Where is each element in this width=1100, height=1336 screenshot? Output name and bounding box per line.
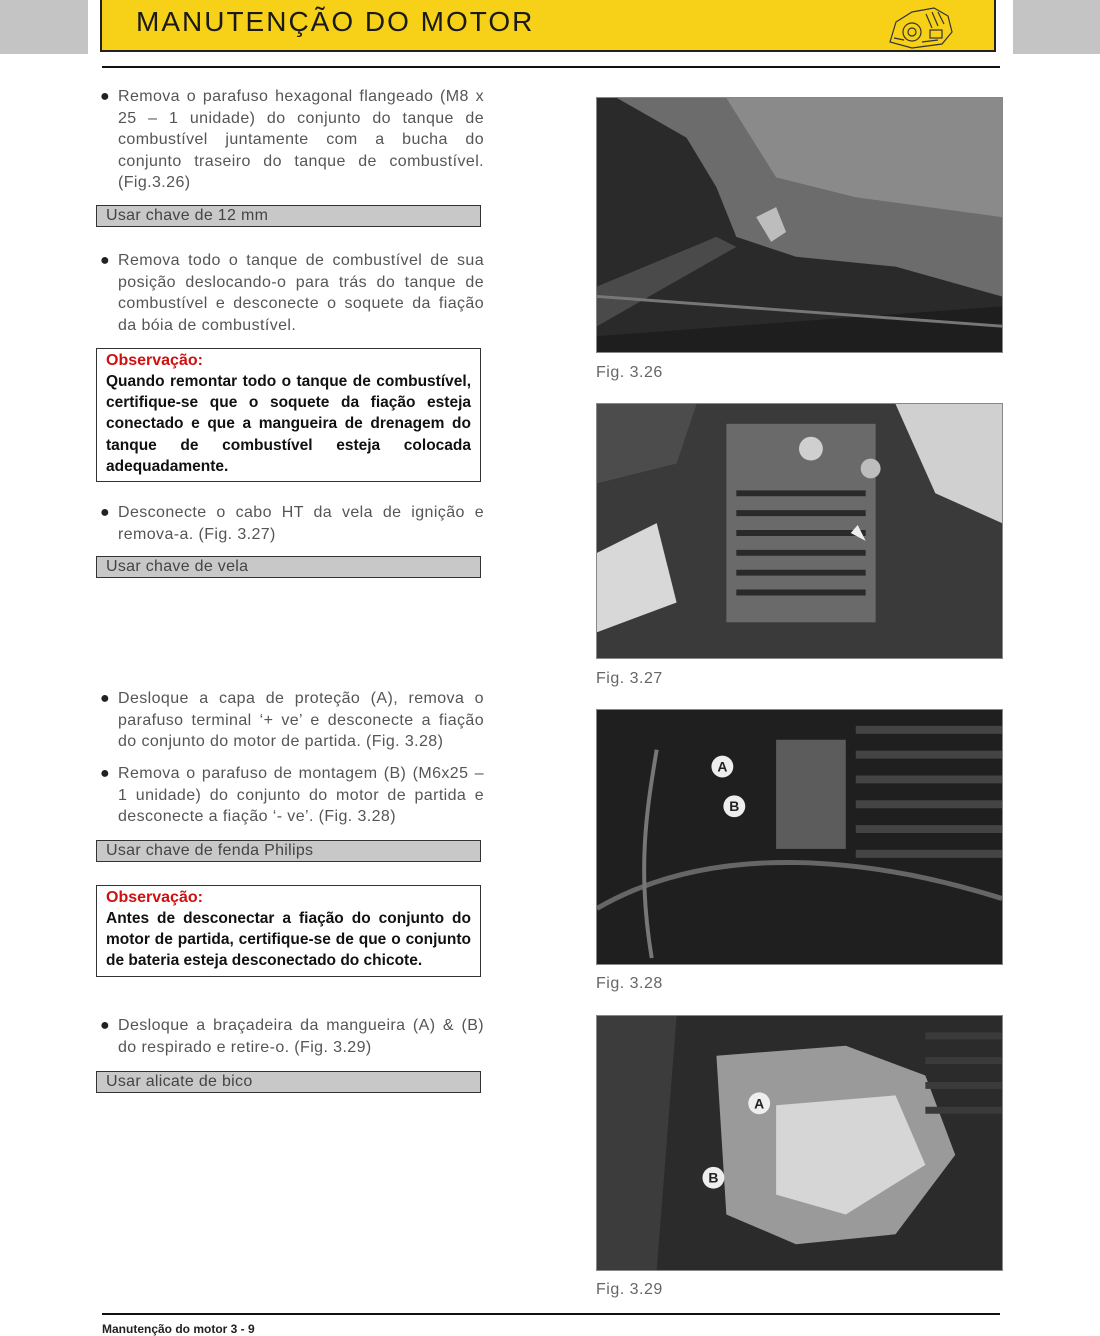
step-1 xyxy=(100,86,484,194)
callout-label: A xyxy=(754,1095,765,1112)
figure-3-29 xyxy=(596,1015,1003,1271)
figure-3-27 xyxy=(596,403,1003,659)
corner-tab-right xyxy=(1013,0,1100,54)
figure-caption: Fig. 3.28 xyxy=(596,975,663,992)
footer-rule xyxy=(102,1313,1000,1315)
step-5 xyxy=(100,763,484,828)
note-text: Antes de desconectar a fiação do conjunto do motor de partida, certifique-se de que o conjunto de bateria esteja desconectado do chicote. xyxy=(106,910,471,970)
fuel-tank-photo xyxy=(597,98,1002,352)
figure-caption: Fig. 3.26 xyxy=(596,364,663,381)
header-rule xyxy=(102,66,1000,68)
step-3 xyxy=(100,502,484,545)
step-text: Remova o parafuso de montagem (B) (M6x25 – 1 unidade) do conjunto do motor de partida e desconecte a fiação ‘- ve’. (Fig. 3.28) xyxy=(118,765,484,825)
step-text: Remova todo o tanque de combustível de sua posição deslocando-o para trás do tanque de combustível e desconecte o soquete da fiação da bóia de combustível. xyxy=(118,252,484,334)
tool-box-2: Usar chave de vela xyxy=(96,556,481,578)
starter-motor-photo xyxy=(597,710,1002,964)
callout-label: A xyxy=(717,758,728,775)
note-title: Observação: xyxy=(106,352,203,369)
figure-caption: Fig. 3.27 xyxy=(596,670,663,687)
callout-label: B xyxy=(708,1169,719,1186)
bullet-icon: ● xyxy=(100,690,111,707)
bullet-icon: ● xyxy=(100,1017,111,1034)
note-text: Quando remontar todo o tanque de combustível, certifique-se que o soquete da fiação esteja conectado e que a mangueira de drenagem do tanque de combustível esteja colocada adequadamente. xyxy=(106,373,471,475)
bullet-icon: ● xyxy=(100,88,111,105)
figure-caption: Fig. 3.29 xyxy=(596,1281,663,1298)
step-text: Desloque a capa de proteção (A), remova o parafuso terminal ‘+ ve’ e desconecte a fiação do conjunto do motor de partida. (Fig. 3.28) xyxy=(118,690,484,750)
bullet-icon: ● xyxy=(100,765,111,782)
note-title: Observação: xyxy=(106,889,203,906)
tool-box-4: Usar alicate de bico xyxy=(96,1071,481,1093)
figure-3-26 xyxy=(596,97,1003,353)
page-title: MANUTENÇÃO DO MOTOR xyxy=(136,6,535,37)
engine-icon xyxy=(882,2,958,50)
page-header xyxy=(100,0,996,52)
step-text: Remova o parafuso hexagonal flangeado (M8 x 25 – 1 unidade) do conjunto do tanque de combustível juntamente com a bucha do conjunto traseiro do tanque de combustível. (Fig.3.26) xyxy=(118,88,484,191)
callout-label: B xyxy=(729,798,740,815)
step-4 xyxy=(100,688,484,753)
tool-box-1: Usar chave de 12 mm xyxy=(96,205,481,227)
spark-plug-photo xyxy=(597,404,1002,658)
note-box-1 xyxy=(96,348,481,482)
step-text: Desconecte o cabo HT da vela de ignição e remova-a. (Fig. 3.27) xyxy=(118,504,484,543)
step-6 xyxy=(100,1015,484,1058)
step-text: Desloque a braçadeira da mangueira (A) & (B) do respirado e retire-o. (Fig. 3.29) xyxy=(118,1017,484,1056)
bullet-icon: ● xyxy=(100,252,111,269)
corner-tab-left xyxy=(0,0,88,54)
note-box-2 xyxy=(96,885,481,977)
figure-3-28 xyxy=(596,709,1003,965)
tool-box-3: Usar chave de fenda Philips xyxy=(96,840,481,862)
breather-hose-photo xyxy=(597,1016,1002,1270)
bullet-icon: ● xyxy=(100,504,111,521)
page-footer: Manutenção do motor 3 - 9 xyxy=(102,1322,255,1336)
step-2 xyxy=(100,250,484,336)
